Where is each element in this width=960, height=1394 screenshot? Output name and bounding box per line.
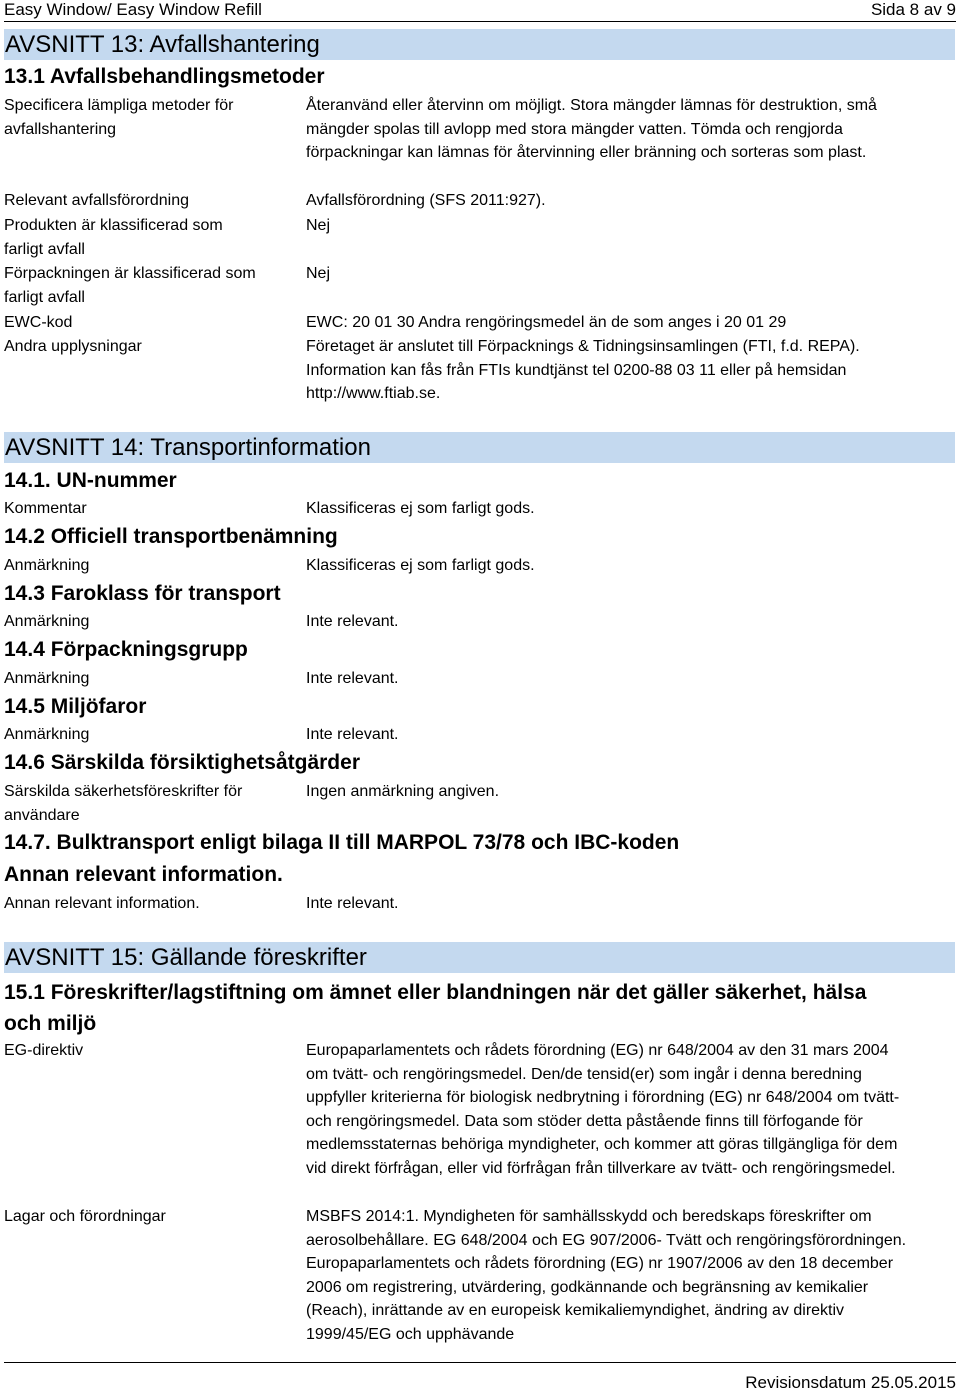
waste-regulation-value: Avfallsförordning (SFS 2011:927).: [306, 192, 546, 209]
subsection-14-5-heading: 14.5 Miljöfaror: [4, 695, 147, 718]
packing-group-note-label: Anmärkning: [4, 670, 90, 687]
other-relevant-info-value: Inte relevant.: [306, 895, 399, 912]
other-relevant-info-label: Annan relevant information.: [4, 895, 200, 912]
page-number: Sida 8 av 9: [870, 0, 956, 19]
eu-directive-label: EG-direktiv: [4, 1042, 84, 1059]
section-14-heading: AVSNITT 14: Transportinformation: [4, 432, 955, 463]
laws-regulations-value: MSBFS 2014:1. Myndigheten för samhällsskydd och beredskaps föreskrifter om aerosolbehållare. EG 648/2004 och EG 907/2006- Tvätt och rengöringsförordningen. Europaparlamentets och rådets förordning (EG) nr 1907/2006 av den 18 december 2006 om registrering, utvärdering, godkännande och begränsning av kemikalier (Reach), inrättande av en europeisk kemikaliemyndighet, ändring av direktiv 1999/45/EG och upphävande: [306, 1208, 907, 1343]
hazard-class-note-value: Inte relevant.: [306, 613, 399, 630]
waste-regulation-label: Relevant avfallsförordning: [4, 192, 189, 209]
un-number-comment-label: Kommentar: [4, 500, 87, 517]
environmental-hazards-note-label: Anmärkning: [4, 726, 90, 743]
waste-methods-value: Återanvänd eller återvinn om möjligt. Stora mängder lämnas för destruktion, små mängder spolas till avlopp med stora mängder vatten. Tömda och rengjorda förpackningar kan lämnas för återvinning eller bränning och sorteras som plast.: [306, 97, 877, 161]
ewc-code-value: EWC: 20 01 30 Andra rengöringsmedel än de som anges i 20 01 29: [306, 314, 787, 331]
document-title: Easy Window/ Easy Window Refill: [4, 0, 262, 19]
other-info-value: Företaget är anslutet till Förpacknings & Tidningsinsamlingen (FTI, f.d. REPA). Information kan fås från FTIs kundtjänst tel 0200-88 03 11 eller på hemsidan http://www.ftiab.se.: [306, 338, 860, 402]
packaging-hazardous-value: Nej: [306, 265, 331, 282]
page-header: [4, 0, 956, 22]
ewc-code-label: EWC-kod: [4, 314, 73, 331]
waste-methods-label: Specificera lämpliga metoder för avfallshantering: [4, 97, 234, 138]
product-hazardous-label: Produkten är klassificerad som farligt avfall: [4, 217, 223, 258]
subsection-14-2-heading: 14.2 Officiell transportbenämning: [4, 525, 338, 548]
eu-directive-value: Europaparlamentets och rådets förordning (EG) nr 648/2004 av den 31 mars 2004 om tvätt- och rengöringsmedel. Den/de tensid(er) som ingår i denna beredning uppfyller kriterierna för biologisk nedbrytning i förordning (EG) nr 648/2004 om tvätt- och rengöringsmedel. Data som stöder detta påstående finns till förfogande för medlemsstaternas behöriga myndigheter, och kommer att göras tillgängliga för dem vid direkt förfrågan, eller vid förfrågan från tillverkare av tvätt- och rengöringsmedel.: [306, 1042, 900, 1177]
subsection-13-1-heading: 13.1 Avfallsbehandlingsmetoder: [4, 65, 325, 88]
section-15-heading: AVSNITT 15: Gällande föreskrifter: [4, 942, 955, 973]
subsection-14-7-heading: 14.7. Bulktransport enligt bilaga II till MARPOL 73/78 och IBC-koden: [4, 831, 680, 854]
shipping-name-note-label: Anmärkning: [4, 557, 90, 574]
subsection-14-1-heading: 14.1. UN-nummer: [4, 469, 177, 492]
section-13-heading: AVSNITT 13: Avfallshantering: [4, 29, 955, 60]
special-precautions-label: Särskilda säkerhetsföreskrifter för användare: [4, 783, 243, 824]
packing-group-note-value: Inte relevant.: [306, 670, 399, 687]
environmental-hazards-note-value: Inte relevant.: [306, 726, 399, 743]
hazard-class-note-label: Anmärkning: [4, 613, 90, 630]
shipping-name-note-value: Klassificeras ej som farligt gods.: [306, 557, 535, 574]
footer-divider: [4, 1362, 956, 1363]
packaging-hazardous-label: Förpackningen är klassificerad som farligt avfall: [4, 265, 256, 306]
subsection-14-4-heading: 14.4 Förpackningsgrupp: [4, 638, 248, 661]
subsection-14-6-heading: 14.6 Särskilda försiktighetsåtgärder: [4, 751, 360, 774]
product-hazardous-value: Nej: [306, 217, 331, 234]
subsection-15-1-heading: 15.1 Föreskrifter/lagstiftning om ämnet eller blandningen när det gäller säkerhet, hälsa och miljö: [4, 981, 867, 1035]
laws-regulations-label: Lagar och förordningar: [4, 1208, 166, 1225]
header-divider: [4, 21, 956, 22]
special-precautions-value: Ingen anmärkning angiven.: [306, 783, 500, 800]
revision-date: Revisionsdatum 25.05.2015: [745, 1373, 956, 1392]
subsection-14-3-heading: 14.3 Faroklass för transport: [4, 582, 281, 605]
other-info-label: Andra upplysningar: [4, 338, 142, 355]
un-number-comment-value: Klassificeras ej som farligt gods.: [306, 500, 535, 517]
other-relevant-info-heading: Annan relevant information.: [4, 863, 283, 886]
